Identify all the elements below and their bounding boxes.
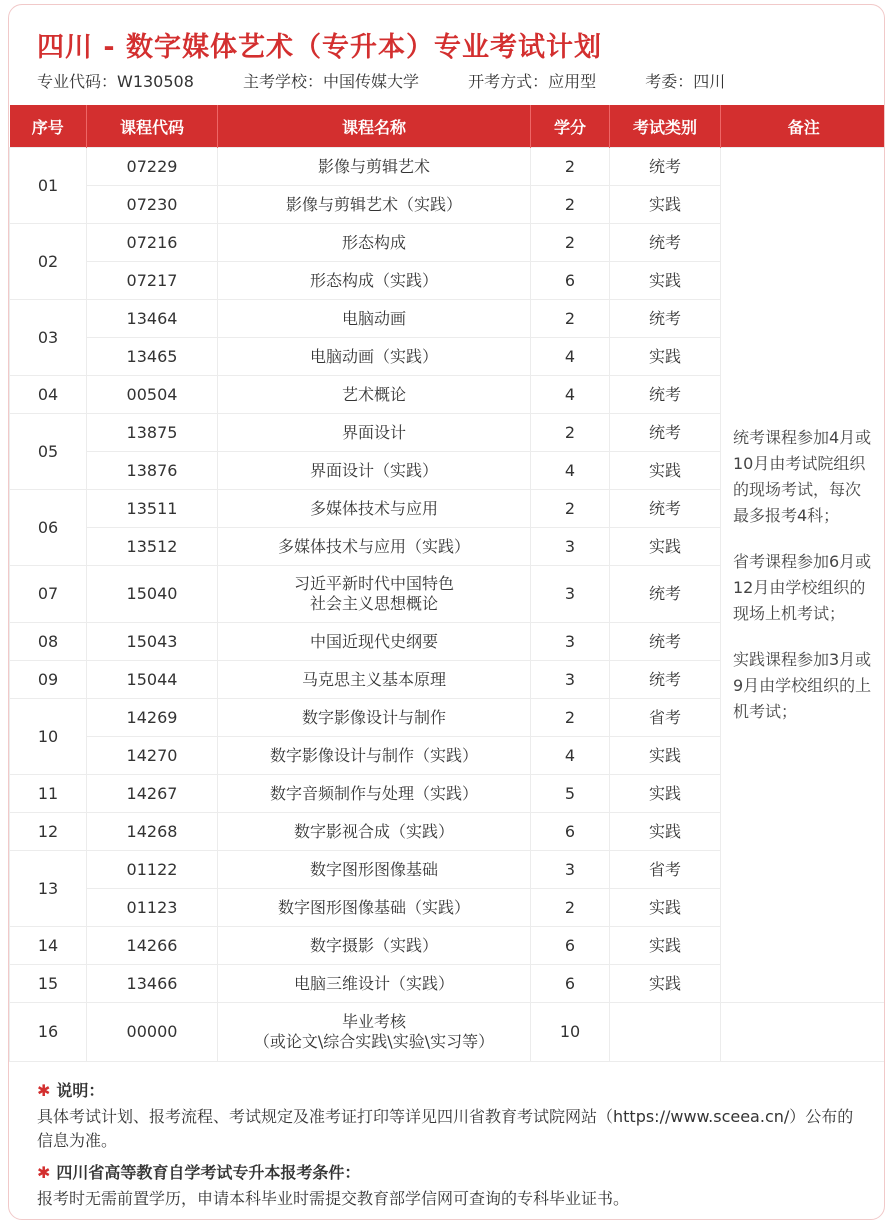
exam-type: 统考 — [610, 623, 721, 661]
exam-type: 实践 — [610, 927, 721, 965]
course-credit: 4 — [531, 737, 610, 775]
exam-type: 省考 — [610, 699, 721, 737]
course-name: 影像与剪辑艺术（实践） — [218, 186, 531, 224]
row-no: 09 — [10, 661, 87, 699]
course-code: 15043 — [87, 623, 218, 661]
course-code: 00000 — [87, 1003, 218, 1062]
course-credit: 3 — [531, 528, 610, 566]
course-credit: 4 — [531, 338, 610, 376]
course-code: 15040 — [87, 566, 218, 623]
remark-text: 统考课程参加4月或10月由考试院组织的现场考试，每次最多报考4科； — [733, 428, 872, 525]
course-name: 数字图形图像基础（实践） — [218, 889, 531, 927]
course-code: 13512 — [87, 528, 218, 566]
exam-type: 统考 — [610, 490, 721, 528]
remark-text: 实践课程参加3月或9月由学校组织的上机考试； — [733, 650, 872, 721]
course-code: 07217 — [87, 262, 218, 300]
course-credit: 3 — [531, 661, 610, 699]
exam-type: 实践 — [610, 813, 721, 851]
course-credit: 2 — [531, 889, 610, 927]
course-name: 数字图形图像基础 — [218, 851, 531, 889]
row-no: 06 — [10, 490, 87, 566]
course-name: 数字影视合成（实践） — [218, 813, 531, 851]
course-code: 13466 — [87, 965, 218, 1003]
course-name: 界面设计（实践） — [218, 452, 531, 490]
exam-type: 统考 — [610, 148, 721, 186]
course-code: 13464 — [87, 300, 218, 338]
exam-type: 实践 — [610, 452, 721, 490]
row-no: 14 — [10, 927, 87, 965]
exam-type: 实践 — [610, 528, 721, 566]
header-no: 序号 — [10, 105, 87, 148]
asterisk-icon: ✱ — [37, 1163, 51, 1182]
row-no: 11 — [10, 775, 87, 813]
course-name: 形态构成（实践） — [218, 262, 531, 300]
row-no: 13 — [10, 851, 87, 927]
course-name: 电脑动画（实践） — [218, 338, 531, 376]
course-credit: 10 — [531, 1003, 610, 1062]
row-no: 08 — [10, 623, 87, 661]
course-name: 影像与剪辑艺术 — [218, 148, 531, 186]
course-code: 14270 — [87, 737, 218, 775]
course-code: 13875 — [87, 414, 218, 452]
course-code: 14268 — [87, 813, 218, 851]
course-credit: 4 — [531, 452, 610, 490]
row-no: 01 — [10, 148, 87, 224]
table-header — [10, 105, 886, 148]
explain-heading — [37, 1079, 867, 1103]
course-name: 电脑动画 — [218, 300, 531, 338]
exam-type: 统考 — [610, 300, 721, 338]
course-credit: 6 — [531, 813, 610, 851]
course-code: 14269 — [87, 699, 218, 737]
course-name: 艺术概论 — [218, 376, 531, 414]
course-credit: 3 — [531, 851, 610, 889]
exam-type: 实践 — [610, 737, 721, 775]
row-no: 16 — [10, 1003, 87, 1062]
condition-text: 报考时无需前置学历，申请本科毕业时需提交教育部学信网可查询的专科毕业证书。 — [37, 1189, 630, 1208]
course-credit: 6 — [531, 927, 610, 965]
exam-type — [610, 1003, 721, 1062]
plan-card — [8, 4, 885, 1220]
page-title: 四川 - 数字媒体艺术（专升本）专业考试计划 — [37, 32, 603, 63]
table-body — [10, 148, 886, 1062]
course-name: 形态构成 — [218, 224, 531, 262]
course-name: 多媒体技术与应用（实践） — [218, 528, 531, 566]
explain-title: 说明： — [56, 1081, 105, 1100]
course-credit: 2 — [531, 186, 610, 224]
course-name: 中国近现代史纲要 — [218, 623, 531, 661]
course-name: 数字影像设计与制作 — [218, 699, 531, 737]
course-credit: 2 — [531, 224, 610, 262]
course-table — [9, 105, 885, 1062]
exam-type: 实践 — [610, 186, 721, 224]
row-no: 10 — [10, 699, 87, 775]
exam-type: 省考 — [610, 851, 721, 889]
course-name: 数字影像设计与制作（实践） — [218, 737, 531, 775]
course-code: 13511 — [87, 490, 218, 528]
course-name: 习近平新时代中国特色 社会主义思想概论 — [218, 566, 531, 623]
exam-type: 统考 — [610, 414, 721, 452]
row-no: 12 — [10, 813, 87, 851]
footer-notes — [37, 1079, 867, 1219]
row-no: 05 — [10, 414, 87, 490]
course-code: 00504 — [87, 376, 218, 414]
course-name: 电脑三维设计（实践） — [218, 965, 531, 1003]
course-credit: 2 — [531, 699, 610, 737]
exam-type: 实践 — [610, 775, 721, 813]
remarks-empty — [721, 1003, 886, 1062]
major-info — [37, 69, 769, 92]
course-name: 数字音频制作与处理（实践） — [218, 775, 531, 813]
course-credit: 2 — [531, 490, 610, 528]
row-no: 07 — [10, 566, 87, 623]
course-code: 01123 — [87, 889, 218, 927]
header-code: 课程代码 — [87, 105, 218, 148]
table-row — [10, 148, 886, 186]
row-no: 02 — [10, 224, 87, 300]
course-credit: 2 — [531, 300, 610, 338]
exam-type: 实践 — [610, 262, 721, 300]
exam-type: 实践 — [610, 965, 721, 1003]
course-credit: 3 — [531, 566, 610, 623]
exam-type: 统考 — [610, 566, 721, 623]
host-school: 主考学校：中国传媒大学 — [243, 72, 420, 91]
course-code: 14267 — [87, 775, 218, 813]
course-name: 数字摄影（实践） — [218, 927, 531, 965]
exam-type: 实践 — [610, 889, 721, 927]
remarks-cell — [721, 148, 886, 1003]
course-credit: 5 — [531, 775, 610, 813]
course-credit: 2 — [531, 148, 610, 186]
course-code: 07229 — [87, 148, 218, 186]
course-name: 多媒体技术与应用 — [218, 490, 531, 528]
course-code: 07230 — [87, 186, 218, 224]
exam-mode: 开考方式：应用型 — [468, 72, 597, 91]
exam-type: 统考 — [610, 376, 721, 414]
row-no: 04 — [10, 376, 87, 414]
course-code: 13876 — [87, 452, 218, 490]
course-code: 07216 — [87, 224, 218, 262]
asterisk-icon: ✱ — [37, 1081, 51, 1100]
exam-committee: 考委：四川 — [645, 72, 726, 91]
major-code: 专业代码：W130508 — [37, 72, 194, 91]
course-credit: 2 — [531, 414, 610, 452]
condition-heading — [37, 1161, 867, 1185]
course-credit: 4 — [531, 376, 610, 414]
course-code: 13465 — [87, 338, 218, 376]
header-type: 考试类别 — [610, 105, 721, 148]
course-credit: 6 — [531, 965, 610, 1003]
explain-text: 具体考试计划、报考流程、考试规定及准考证打印等详见四川省教育考试院网站（https://www.sceea.cn/）公布的信息为准。 — [37, 1107, 854, 1150]
condition-title: 四川省高等教育自学考试专升本报考条件： — [56, 1163, 361, 1182]
exam-type: 统考 — [610, 224, 721, 262]
header-name: 课程名称 — [218, 105, 531, 148]
header-note: 备注 — [721, 105, 886, 148]
course-name: 界面设计 — [218, 414, 531, 452]
course-code: 15044 — [87, 661, 218, 699]
exam-type: 实践 — [610, 338, 721, 376]
row-no: 15 — [10, 965, 87, 1003]
course-credit: 6 — [531, 262, 610, 300]
exam-type: 统考 — [610, 661, 721, 699]
course-code: 01122 — [87, 851, 218, 889]
course-name: 毕业考核 （或论文\综合实践\实验\实习等） — [218, 1003, 531, 1062]
table-row — [10, 1003, 886, 1062]
remark-text: 省考课程参加6月或12月由学校组织的现场上机考试； — [733, 552, 872, 623]
course-credit: 3 — [531, 623, 610, 661]
course-code: 14266 — [87, 927, 218, 965]
course-name: 马克思主义基本原理 — [218, 661, 531, 699]
header-credit: 学分 — [531, 105, 610, 148]
row-no: 03 — [10, 300, 87, 376]
